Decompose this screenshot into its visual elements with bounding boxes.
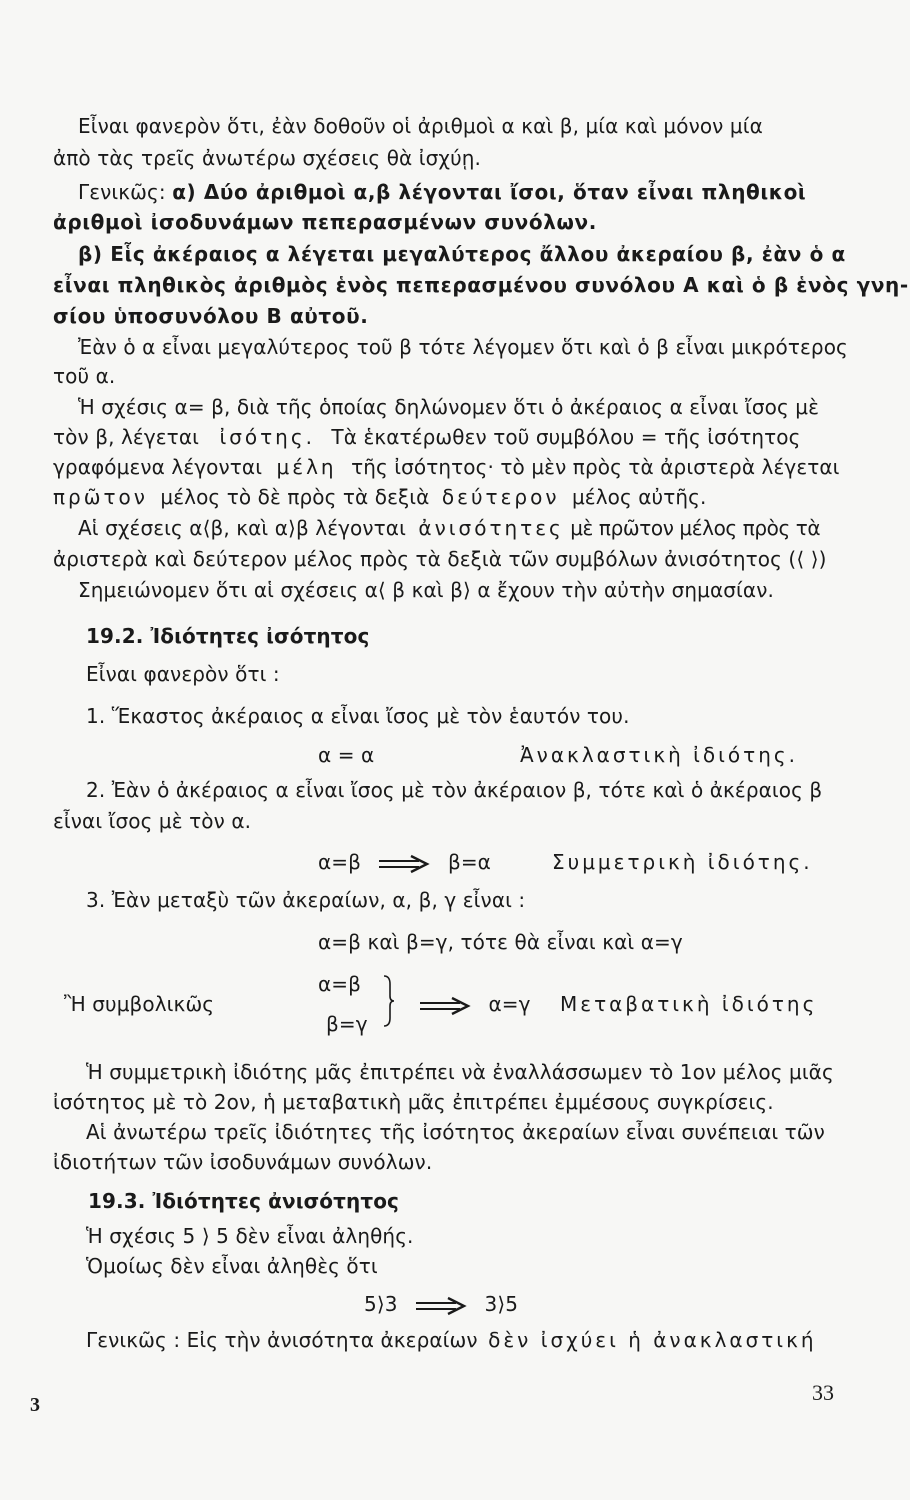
text-line: Σημειώνομεν ὅτι αἱ σχέσεις α⟨ β καὶ β⟩ α ἔχουν τὴν αὐτὴν σημασίαν. — [78, 578, 774, 602]
text-line: Ἢ συμβολικῶς — [64, 992, 215, 1016]
spaced-term: ἀνισότητες — [418, 516, 564, 540]
spaced-term: ἰσότης. — [219, 425, 315, 449]
text-line: 3. Ἐὰν μεταξὺ τῶν ἀκεραίων, α, β, γ εἶναι : — [86, 888, 526, 912]
formula-bottom: β=γ — [326, 1012, 368, 1036]
text-line: ἰδιοτήτων τῶν ἰσοδυνάμων συνόλων. — [53, 1150, 433, 1174]
section-heading: 19.3. Ἰδιότητες ἀνισότητος — [88, 1189, 399, 1213]
text-line: τοῦ α. — [53, 364, 116, 388]
text-span: Αἱ σχέσεις α⟨β, καὶ α⟩β λέγονται — [78, 516, 406, 540]
text-line: Ἐὰν ὁ α εἶναι μεγαλύτερος τοῦ β τότε λέγομεν ὅτι καὶ ὁ β εἶναι μικρότερος — [78, 335, 848, 359]
text-span: μέλος αὐτῆς. — [571, 485, 707, 509]
text-line — [53, 423, 800, 451]
definition-bold-line: ἀριθμοὶ ἰσοδυνάμων πεπερασμένων συνόλων. — [53, 210, 597, 234]
implies-arrow-icon — [414, 1296, 468, 1316]
text-span: Τὰ ἑκατέρωθεν τοῦ συμβόλου = τῆς ἰσότητος — [331, 425, 801, 449]
text-line: Αἱ ἀνωτέρω τρεῖς ἰδιότητες τῆς ἰσότητος ἀκεραίων εἶναι συνέπειαι τῶν — [86, 1120, 825, 1144]
property-name: Ἀνακλαστικὴ ἰδιότης. — [520, 743, 798, 767]
implies-arrow-icon — [377, 854, 431, 874]
signature-mark: 3 — [30, 1394, 40, 1416]
text-line: ἀπὸ τὰς τρεῖς ἀνωτέρω σχέσεις θὰ ἰσχύῃ. — [53, 146, 481, 170]
text-span: μέλος τὸ δὲ πρὸς τὰ δεξιὰ — [160, 485, 430, 509]
text-line: Ὁμοίως δὲν εἶναι ἀληθὲς ὅτι — [86, 1254, 378, 1278]
spaced-term: δὲν ἰσχύει ἡ ἀνακλαστική — [488, 1328, 817, 1352]
formula — [364, 1290, 518, 1318]
text-line — [53, 453, 840, 481]
definition-bold: α) Δύο ἀριθμοὶ α,β λέγονται ἴσοι, ὅταν εἶναι πληθικοὶ — [172, 180, 807, 204]
right-brace-icon — [382, 974, 396, 1028]
text-line: Εἶναι φανερὸν ὅτι : — [86, 662, 280, 686]
text-line: 2. Ἐὰν ὁ ἀκέραιος α εἶναι ἴσος μὲ τὸν ἀκέραιον β, τότε καὶ ὁ ἀκέραιος β — [86, 778, 823, 802]
formula-right: 3⟩5 — [484, 1292, 519, 1316]
formula — [418, 990, 531, 1018]
text-line: ἀριστερὰ καὶ δεύτερον μέλος πρὸς τὰ δεξιὰ τῶν συμβόλων ἀνισότητος (⟨ ⟩) — [53, 547, 827, 571]
text-span: τὸν β, λέγεται — [53, 425, 199, 449]
property-name: Μεταβατικὴ ἰδιότης — [560, 992, 818, 1016]
implies-arrow-icon — [418, 996, 472, 1016]
text-line — [86, 1326, 817, 1354]
text-span: τῆς ἰσότητος· τὸ μὲν πρὸς τὰ ἀριστερὰ λέγεται — [351, 455, 840, 479]
text-line: 1. Ἕκαστος ἀκέραιος α εἶναι ἴσος μὲ τὸν ἑαυτόν του. — [86, 704, 630, 728]
text-span: Εἶναι φανερὸν ὅτι, ἐὰν δοθοῦν οἱ ἀριθμοὶ α καὶ β, μία καὶ μόνον μία — [78, 114, 763, 138]
formula — [318, 848, 491, 876]
text-span: μὲ πρῶτον μέλος πρὸς τὰ — [570, 516, 821, 540]
text-line: ἰσότητος μὲ τὸ 2ον, ἡ μεταβατικὴ μᾶς ἐπιτρέπει ἐμμέσους συγκρίσεις. — [53, 1090, 774, 1114]
definition-bold-line: σίου ὑποσυνόλου Β αὐτοῦ. — [53, 304, 369, 328]
property-name: Συμμετρικὴ ἰδιότης. — [552, 850, 813, 874]
formula: α = α — [318, 743, 375, 767]
definition-bold-line: εἶναι πληθικὸς ἀριθμὸς ἑνὸς πεπερασμένου συνόλου Α καὶ ὁ β ἑνὸς γνη- — [53, 273, 909, 297]
text-span: Γενικῶς : Εἰς τὴν ἀνισότητα ἀκεραίων — [86, 1328, 478, 1352]
formula: α=β καὶ β=γ, τότε θὰ εἶναι καὶ α=γ — [318, 930, 683, 954]
text-span: Γενικῶς: — [78, 180, 166, 204]
text-span: γραφόμενα λέγονται — [53, 455, 263, 479]
text-line: εἶναι ἴσος μὲ τὸν α. — [53, 809, 252, 833]
page-number: 33 — [812, 1380, 834, 1405]
text-line: Ἡ σχέσις 5 ⟩ 5 δὲν εἶναι ἀληθής. — [86, 1224, 414, 1248]
text-line — [78, 112, 763, 140]
formula-left: α=β — [318, 850, 362, 874]
formula-result: α=γ — [488, 992, 531, 1016]
text-line: Ἡ συμμετρικὴ ἰδιότης μᾶς ἐπιτρέπει νὰ ἐναλλάσσωμεν τὸ 1ον μέλος μιᾶς — [86, 1060, 834, 1084]
text-line — [53, 483, 706, 511]
formula-left: 5⟩3 — [364, 1292, 398, 1316]
text-line — [78, 514, 820, 542]
formula-right: β=α — [447, 850, 491, 874]
text-line: Ἡ σχέσις α= β, διὰ τῆς ὁποίας δηλώνομεν ὅτι ὁ ἀκέραιος α εἶναι ἴσος μὲ — [78, 395, 819, 419]
spaced-term: πρῶτον — [53, 485, 148, 509]
text-line — [78, 178, 806, 206]
spaced-term: μέλη — [276, 455, 337, 479]
formula-top: α=β — [318, 972, 362, 996]
spaced-term: δεύτερον — [441, 485, 560, 509]
definition-bold-line: β) Εἷς ἀκέραιος α λέγεται μεγαλύτερος ἄλλου ἀκεραίου β, ἐὰν ὁ α — [78, 242, 846, 266]
section-heading: 19.2. Ἰδιότητες ἰσότητος — [86, 624, 370, 648]
